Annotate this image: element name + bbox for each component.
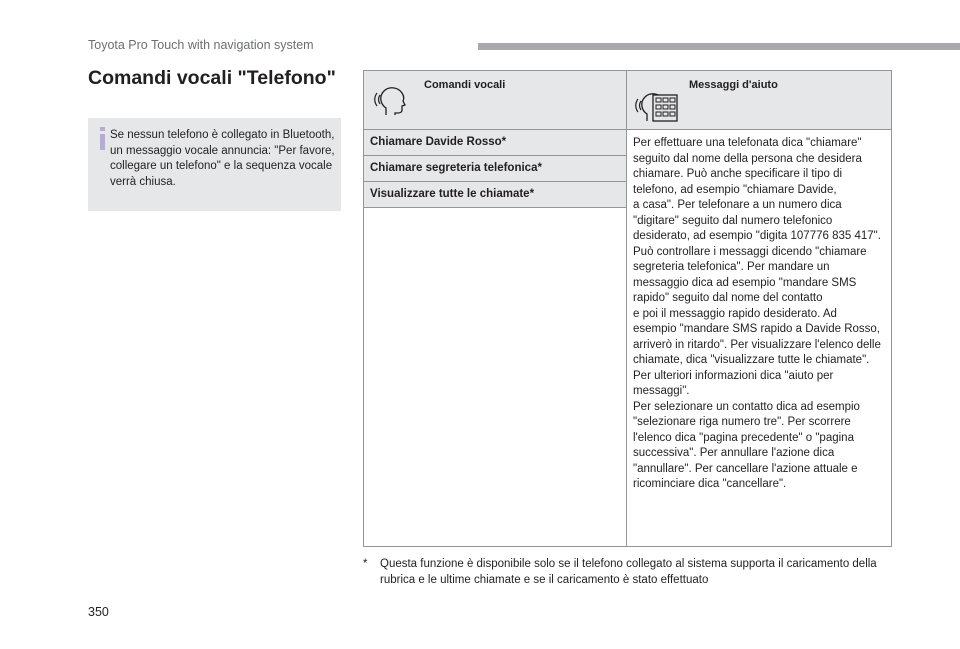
column-header-help-label: Messaggi d'aiuto xyxy=(689,79,778,91)
page-title: Comandi vocali "Telefono" xyxy=(88,67,336,89)
info-icon xyxy=(96,126,110,150)
voice-commands-table xyxy=(363,70,892,547)
help-text-cell xyxy=(627,130,892,547)
column-header-commands-label: Comandi vocali xyxy=(424,79,506,91)
help-text: Per effettuare una telefonata dica "chiamare" seguito dal nome della persona che desidera chiamare. Può anche specificare il tipo di telefono, ad esempio "chiamare Davide, a casa". Per telefonare a un numero dica "digitare" seguito dal numero telefonico desiderato, ad esempio "digita 107776 835 417". Può controllare i messaggi dicendo "chiamare segreteria telefonica". Per mandare un messaggio dica ad esempio "mandare SMS rapido" seguito dal nome del contatto e poi il messaggio rapido desiderato. Ad esempio "mandare SMS rapido a Davide Rosso, arriverò in ritardo". Per visualizzare l'elenco delle chiamate, dica "visualizzare tutte le chiamate". Per ulteriori informazioni dica "aiuto per messaggi". Per selezionare un contatto dica ad esempio "selezionare riga numero tre". Per scorrere l'elenco dica "pagina precedente" o "pagina successiva". Per annullare l'azione dica "annullare". Per cancellare l'azione attuale e ricominciare dica "cancellare". xyxy=(633,137,881,490)
note-box xyxy=(88,118,341,211)
command-row xyxy=(364,182,627,208)
voice-command-icon xyxy=(374,83,408,117)
footnote-text: Questa funzione è disponibile solo se il telefono collegato al sistema supporta il caricamento della rubrica e le ultime chiamate e se il caricamento è stato effettuato xyxy=(380,558,877,586)
command-row xyxy=(364,156,627,182)
column-header-commands xyxy=(364,71,627,130)
note-text: Se nessun telefono è collegato in Bluetooth, un messaggio vocale annuncia: "Per favore, collegare un telefono" e la sequenza vocale verrà chiusa. xyxy=(110,129,335,188)
header-bar xyxy=(478,43,960,50)
command-empty-cell xyxy=(364,208,627,547)
command-label: Chiamare Davide Rosso* xyxy=(370,136,507,148)
header-title: Toyota Pro Touch with navigation system xyxy=(88,38,314,52)
command-label: Visualizzare tutte le chiamate* xyxy=(370,188,535,200)
column-header-help xyxy=(627,71,892,130)
command-label: Chiamare segreteria telefonica* xyxy=(370,162,542,174)
footnote-marker: * xyxy=(363,558,368,570)
command-row xyxy=(364,130,627,156)
page-number: 350 xyxy=(88,605,109,619)
voice-keypad-icon xyxy=(635,83,679,123)
